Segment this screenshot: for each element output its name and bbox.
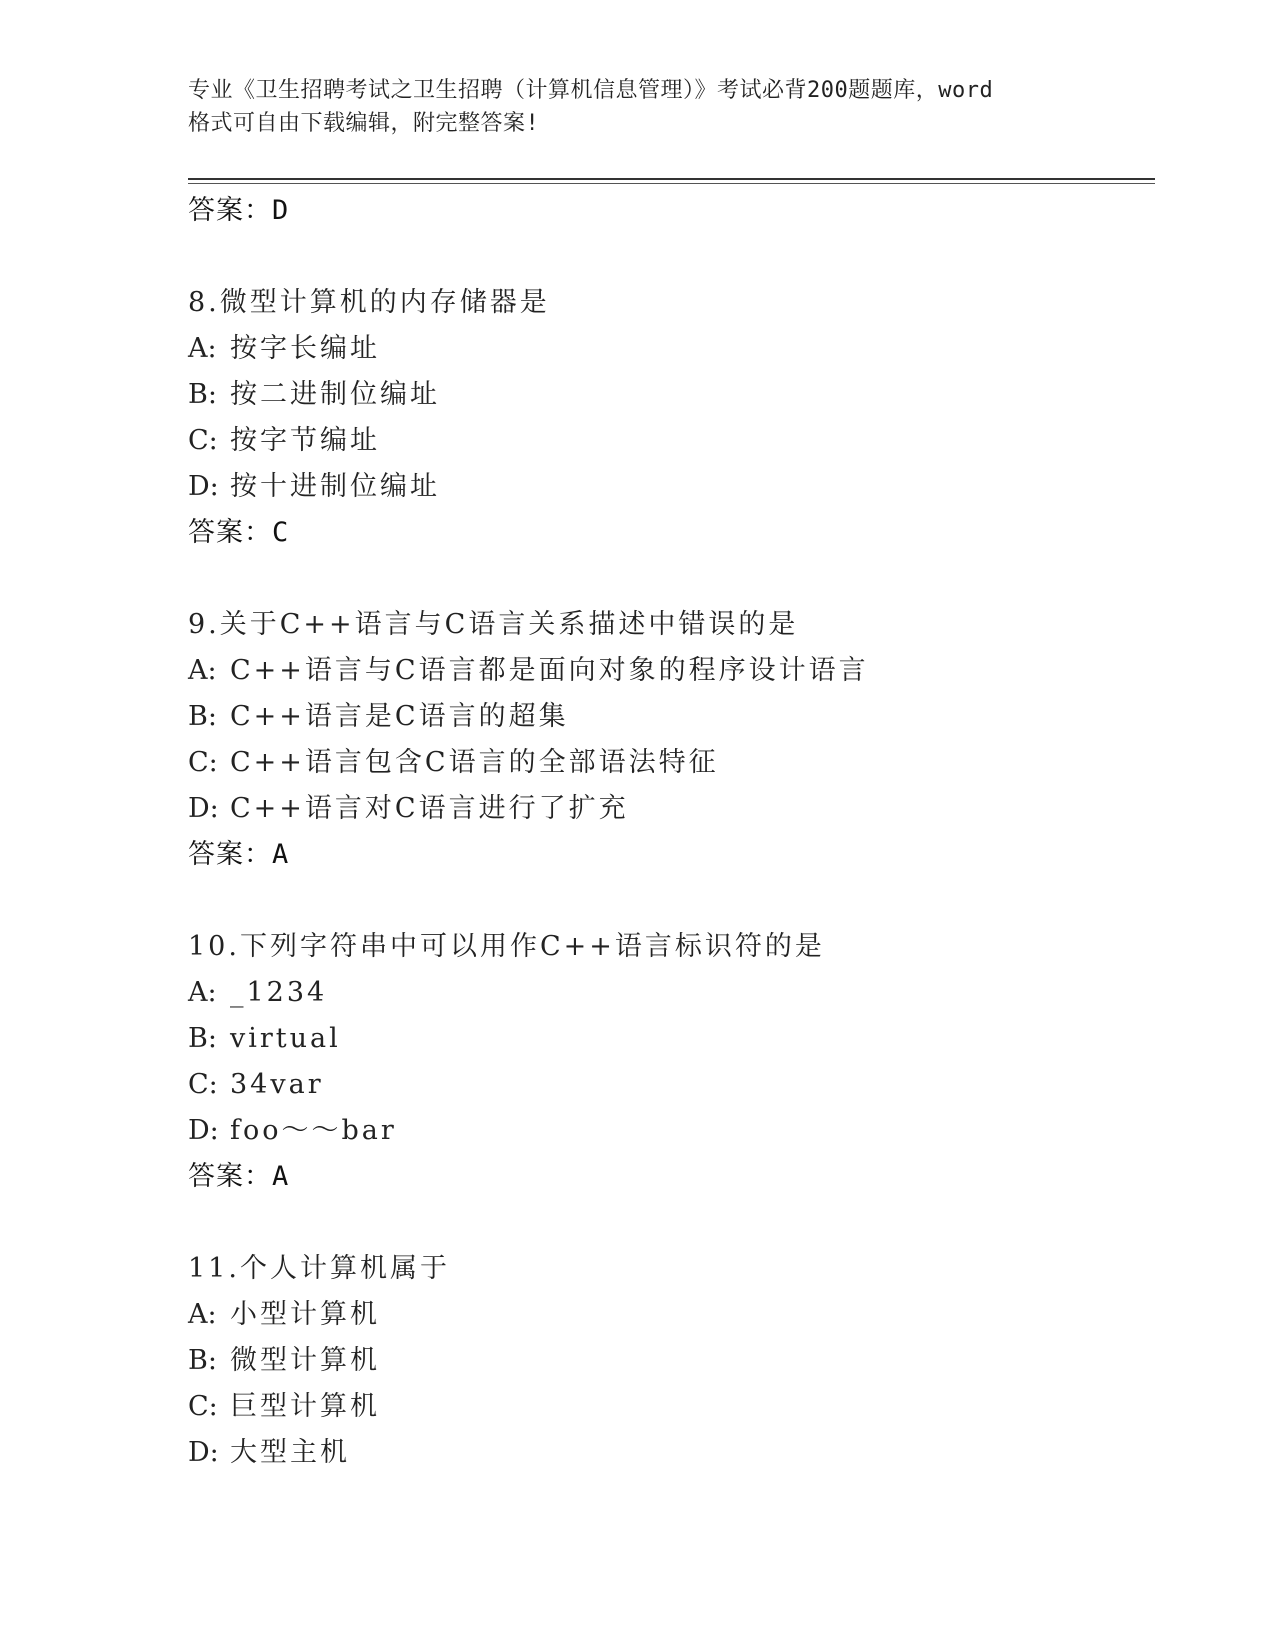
- option-c: [188, 1384, 1148, 1430]
- option-text: C++语言与C语言都是面向对象的程序设计语言: [230, 655, 869, 686]
- option-c: [188, 418, 1148, 464]
- option-key: B:: [188, 1345, 217, 1376]
- option-b: [188, 1338, 1148, 1384]
- header-line-2: 格式可自由下载编辑，附完整答案!: [188, 111, 540, 136]
- option-key: A:: [188, 333, 217, 364]
- answer-line: 答案：C: [188, 517, 290, 548]
- option-text: 巨型计算机: [230, 1391, 380, 1422]
- question-title: 10.下列字符串中可以用作C++语言标识符的是: [188, 931, 825, 962]
- option-key: B:: [188, 1023, 217, 1054]
- option-a: [188, 648, 1148, 694]
- option-a: [188, 970, 1148, 1016]
- option-b: [188, 1016, 1148, 1062]
- question-block-9: [188, 602, 1148, 878]
- header-divider-thick: [188, 178, 1155, 180]
- question-title: 11.个人计算机属于: [188, 1253, 450, 1284]
- option-text: C++语言对C语言进行了扩充: [230, 793, 629, 824]
- question-list: [188, 188, 1148, 1476]
- option-key: C:: [188, 1069, 218, 1100]
- option-text: 小型计算机: [230, 1299, 380, 1330]
- option-key: A:: [188, 1299, 217, 1330]
- option-key: D:: [188, 471, 219, 502]
- question-title: 9.关于C++语言与C语言关系描述中错误的是: [188, 609, 799, 640]
- answer-line: 答案：A: [188, 1161, 290, 1192]
- answer-line: 答案：A: [188, 839, 290, 870]
- option-key: D:: [188, 793, 219, 824]
- option-text: foo～～bar: [230, 1115, 397, 1146]
- page-header: [188, 74, 1088, 140]
- option-b: [188, 372, 1148, 418]
- option-text: C++语言是C语言的超集: [230, 701, 569, 732]
- option-key: C:: [188, 747, 218, 778]
- option-text: 按字节编址: [230, 425, 380, 456]
- option-key: A:: [188, 655, 217, 686]
- option-key: A:: [188, 977, 217, 1008]
- option-d: [188, 786, 1148, 832]
- question-block-10: [188, 924, 1148, 1200]
- option-key: D:: [188, 1115, 219, 1146]
- option-text: 大型主机: [230, 1437, 350, 1468]
- header-divider-thin: [188, 183, 1155, 184]
- option-key: B:: [188, 379, 217, 410]
- option-a: [188, 1292, 1148, 1338]
- option-text: 按十进制位编址: [230, 471, 440, 502]
- question-block-8: [188, 280, 1148, 556]
- option-c: [188, 1062, 1148, 1108]
- option-text: 按字长编址: [230, 333, 380, 364]
- option-b: [188, 694, 1148, 740]
- option-d: [188, 464, 1148, 510]
- option-d: [188, 1430, 1148, 1476]
- question-block-11: [188, 1246, 1148, 1476]
- option-key: C:: [188, 425, 218, 456]
- header-line-1: 专业《卫生招聘考试之卫生招聘（计算机信息管理）》考试必背200题题库，word: [188, 78, 994, 103]
- option-text: C++语言包含C语言的全部语法特征: [230, 747, 719, 778]
- option-d: [188, 1108, 1148, 1154]
- previous-answer: 答案：D: [188, 195, 290, 226]
- option-text: 按二进制位编址: [230, 379, 440, 410]
- option-key: B:: [188, 701, 217, 732]
- option-key: C:: [188, 1391, 218, 1422]
- option-key: D:: [188, 1437, 219, 1468]
- option-a: [188, 326, 1148, 372]
- option-text: 34var: [230, 1069, 324, 1100]
- option-c: [188, 740, 1148, 786]
- option-text: _1234: [230, 977, 328, 1008]
- option-text: virtual: [230, 1023, 341, 1054]
- option-text: 微型计算机: [230, 1345, 380, 1376]
- question-title: 8.微型计算机的内存储器是: [188, 287, 550, 318]
